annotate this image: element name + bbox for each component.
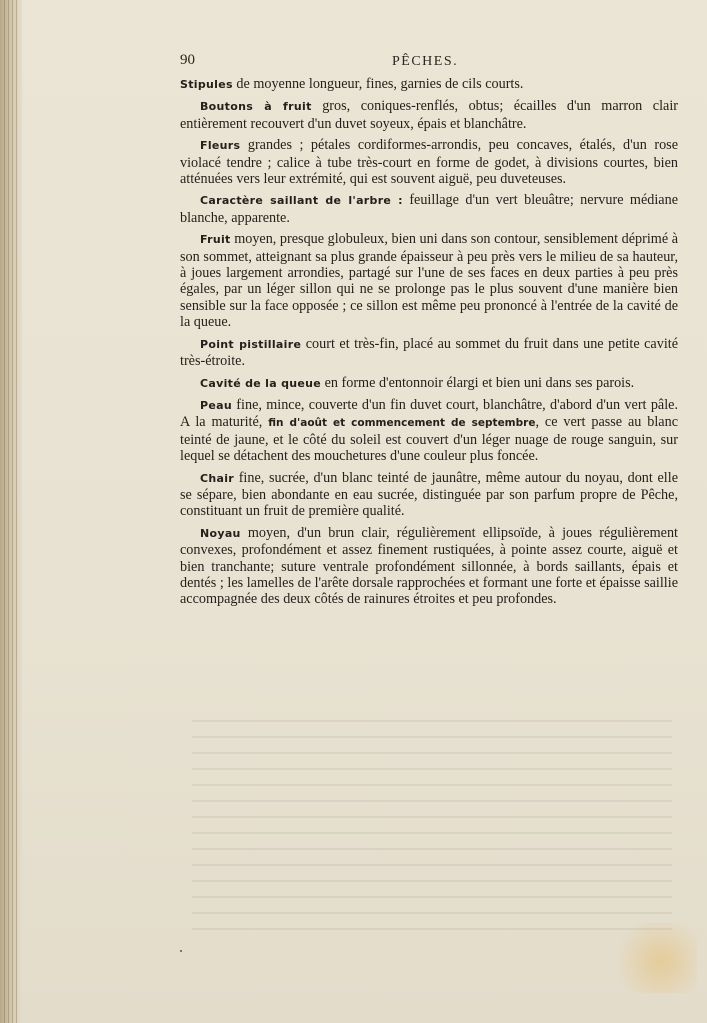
term-peau: Peau bbox=[200, 398, 232, 412]
term-fleurs: Fleurs bbox=[200, 139, 241, 153]
ripening-period: fin d'août et commencement de septembre bbox=[268, 417, 536, 430]
page-header bbox=[22, 52, 707, 72]
paragraph-text: fine, mince, couverte d'un fin duvet court, blanchâtre, d'abord d'un vert pâle. A la maturité, bbox=[180, 396, 678, 431]
paragraph-text: en forme d'entonnoir élargi et bien uni dans ses parois. bbox=[321, 374, 635, 391]
paragraph-fleurs bbox=[180, 137, 678, 187]
term-boutons: Boutons à fruit bbox=[200, 100, 312, 114]
paragraph-text: court et très-fin, placé au sommet du fruit dans une petite cavité très-étroite. bbox=[180, 335, 678, 370]
term-caractere: Caractère saillant de l'arbre : bbox=[200, 194, 403, 208]
term-stipules: Stipules bbox=[180, 78, 233, 91]
paragraph-caractere bbox=[180, 192, 678, 226]
term-cavite: Cavité de la queue bbox=[200, 376, 322, 390]
paragraph-text: grandes ; pétales cordiformes-arrondis, peu concaves, étalés, d'un rose violacé tendre ; calice à tube très-court en forme de godet, à divisions courtes, bien atténuées vers leur extrémité, qui est souvent aiguë, peu duveteuses. bbox=[180, 137, 678, 188]
book-page bbox=[22, 0, 707, 1023]
paragraph-text: de moyenne longueur, fines, garnies de cils courts. bbox=[232, 76, 524, 92]
paragraph-peau bbox=[180, 397, 678, 465]
body-text bbox=[180, 76, 678, 613]
paragraph-text: gros, coniques-renflés, obtus; écailles d'un marron clair entièrement recouvert d'un duvet soyeux, épais et blanchâtre. bbox=[180, 98, 679, 132]
paragraph-fruit bbox=[180, 231, 678, 330]
term-chair: Chair bbox=[200, 471, 235, 485]
paragraph-text: , ce vert passe au blanc teinté de jaune, et le côté du soleil est couvert d'un léger nuage de rouge sanguin, sur lequel se détachent des mouchetures d'une couleur plus foncée. bbox=[180, 414, 678, 465]
paragraph-cavite bbox=[180, 375, 678, 392]
term-noyau: Noyau bbox=[200, 526, 241, 540]
running-title: PÊCHES. bbox=[392, 54, 459, 69]
paragraph-noyau bbox=[180, 525, 678, 608]
paragraph-boutons bbox=[180, 98, 678, 132]
show-through-text bbox=[192, 720, 672, 960]
paragraph-chair bbox=[180, 470, 678, 520]
page-number: 90 bbox=[180, 52, 195, 68]
corner-stain bbox=[607, 923, 697, 993]
paragraph-text: feuillage d'un vert bleuâtre; nervure médiane blanche, apparente. bbox=[180, 192, 678, 226]
paragraph-text: fine, sucrée, d'un blanc teinté de jaunâtre, même autour du noyau, dont elle se sépare, bien abondante en eau sucrée, distinguée par son parfum propre de Pêche, constituant un fruit de première qualité. bbox=[180, 469, 678, 520]
paragraph-text: moyen, presque globuleux, bien uni dans son contour, sensiblement déprimé à son sommet, atteignant sa plus grande épaisseur à peu près vers le milieu de sa hauteur, à joues largement arrondies, partagé sur l'une de ses faces en deux parties à peu près égales, par un léger sillon qui ne se prolonge pas le plus souvent d'une manière bien sensible sur la face opposée ; ce sillon est même peu prononcé à l'entrée de la cavité de la queue. bbox=[180, 231, 678, 331]
ink-speck bbox=[180, 950, 182, 952]
term-point-pistillaire: Point pistillaire bbox=[200, 337, 302, 351]
paragraph-point-pistillaire bbox=[180, 336, 678, 370]
term-fruit: Fruit bbox=[200, 233, 231, 247]
paragraph-text: moyen, d'un brun clair, régulièrement ellipsoïde, à joues régulièrement convexes, profondément et assez finement rustiquées, à pointe assez courte, aiguë et bien tranchante; suture ventrale profondément sillonnée, à bords saillants, épais et dentés ; les lamelles de l'arête dorsale rapprochées et formant une forte et épaisse saillie accompagnée des deux côtés de rainures étroites et peu profondes. bbox=[180, 524, 678, 608]
paragraph-stipules bbox=[180, 76, 678, 93]
